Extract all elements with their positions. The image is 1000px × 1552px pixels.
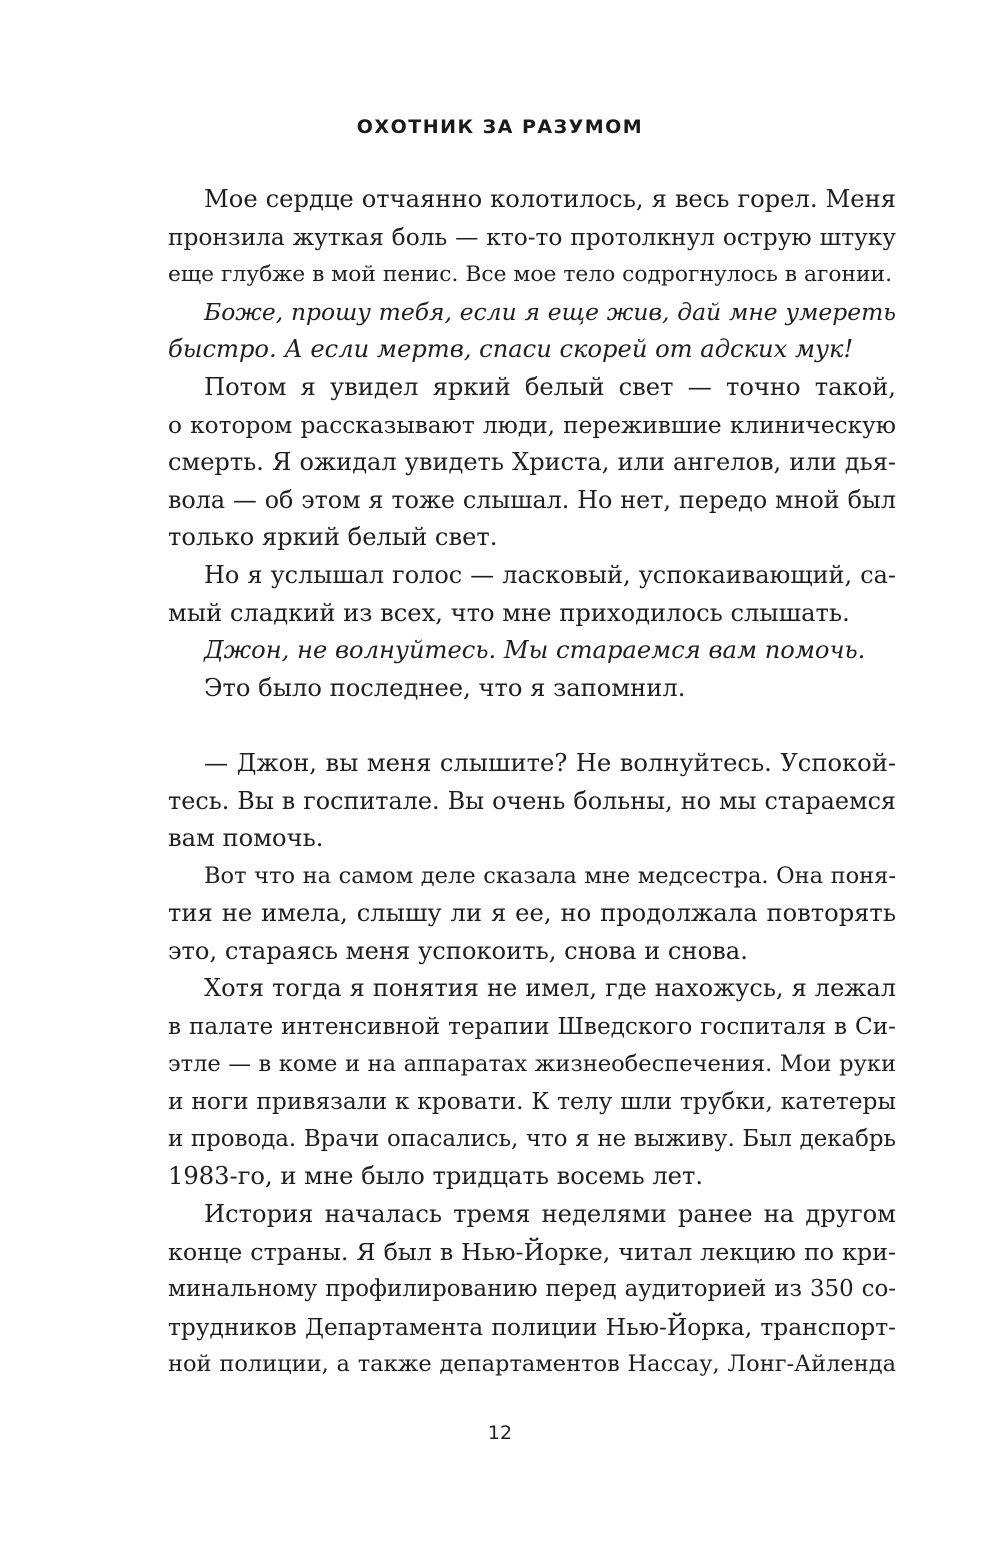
italic-text-line: Боже, прошу тебя, если я еще жив, дай мне умереть bbox=[204, 297, 896, 326]
text-line: только яркий белый свет. bbox=[168, 523, 498, 552]
text-line: пронзила жуткая боль — кто-то протолкнул острую штуку bbox=[168, 223, 896, 251]
text-line: ной полиции, а также департаментов Нассау, Лонг-Айленда bbox=[168, 1351, 896, 1378]
body-text bbox=[168, 181, 896, 1384]
text-line: Это было последнее, что я запомнил. bbox=[204, 673, 686, 702]
text-line: еще глубже в мой пенис. Все мое тело содрогнулось в агонии. bbox=[168, 262, 893, 288]
text-line: смерть. Я ожидал увидеть Христа, или ангелов, или дья- bbox=[168, 448, 896, 477]
text-line: тия не имела, слышу ли я ее, но продолжала повторять bbox=[168, 899, 896, 928]
text-line: в палате интенсивной терапии Шведского госпиталя в Си- bbox=[168, 1013, 896, 1041]
text-line: 1983-го, и мне было тридцать восемь лет. bbox=[168, 1162, 704, 1191]
text-line: вам помочь. bbox=[168, 824, 324, 853]
text-line: — Джон, вы меня слышите? Не волнуйтесь. Успокой- bbox=[204, 748, 896, 777]
text-line: о котором рассказывают люди, пережившие клиническую bbox=[168, 411, 896, 439]
text-line: Но я услышал голос — ласковый, успокаивающий, са- bbox=[204, 560, 896, 589]
text-line: тесь. Вы в госпитале. Вы очень больны, но мы стараемся bbox=[168, 786, 896, 815]
text-line: минальному профилированию перед аудиторией из 350 со- bbox=[168, 1276, 896, 1303]
text-line: История началась тремя неделями ранее на другом bbox=[204, 1200, 896, 1229]
running-title: ОХОТНИК ЗА РАЗУМОМ bbox=[356, 116, 644, 138]
text-line: это, стараясь меня успокоить, снова и снова. bbox=[168, 936, 748, 965]
italic-text-line: Джон, не волнуйтесь. Мы стараемся вам помочь. bbox=[204, 636, 866, 665]
text-line: Потом я увидел яркий белый свет — точно такой, bbox=[204, 372, 896, 401]
text-line: Мое сердце отчаянно колотилось, я весь горел. Меня bbox=[204, 185, 896, 213]
text-line: трудников Департамента полиции Нью-Йорка, транспорт- bbox=[168, 1313, 896, 1341]
page-number: 12 bbox=[487, 1422, 513, 1444]
text-line: вола — об этом я тоже слышал. Но нет, передо мной был bbox=[168, 485, 896, 514]
text-line: конце страны. Я был в Нью-Йорке, читал лекцию по кри- bbox=[168, 1237, 896, 1266]
text-line: этле — в коме и на аппаратах жизнеобеспечения. Мои руки bbox=[168, 1050, 896, 1077]
section-break bbox=[168, 707, 896, 745]
text-line: Вот что на самом деле сказала мне медсестра. Она поня- bbox=[204, 862, 896, 889]
italic-text-line: быстро. А если мертв, спаси скорей от адских мук! bbox=[168, 335, 854, 364]
text-line: мый сладкий из всех, что мне приходилось слышать. bbox=[168, 598, 850, 627]
text-line: и провода. Врачи опасались, что я не выживу. Был декабрь bbox=[168, 1125, 896, 1152]
text-line: Хотя тогда я понятия не имел, где нахожусь, я лежал bbox=[204, 974, 896, 1003]
text-line: и ноги привязали к кровати. К телу шли трубки, катетеры bbox=[168, 1088, 896, 1116]
